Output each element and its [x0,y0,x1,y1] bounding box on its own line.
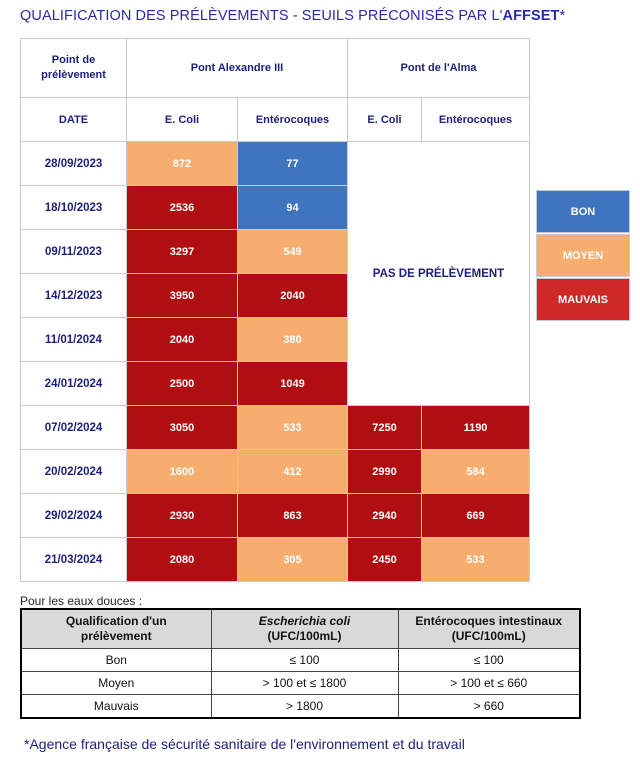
value-cell: 2990 [348,450,422,494]
ecoli-header-alma: E. Coli [348,98,422,142]
no-sample-cell: PAS DE PRÉLÈVEMENT [348,142,530,406]
date-cell: 09/11/2023 [21,230,127,274]
value-cell: 1190 [422,406,530,450]
ecoli-header-alexandre: E. Coli [127,98,238,142]
legend-moyen: MOYEN [536,234,630,277]
date-cell: 29/02/2024 [21,494,127,538]
value-cell: 2930 [127,494,238,538]
date-header: DATE [21,98,127,142]
thresholds-head-ecoli: Escherichia coli (UFC/100mL) [211,609,398,649]
threshold-label: Bon [21,649,211,672]
threshold-entero: ≤ 100 [398,649,580,672]
value-cell: 2040 [238,274,348,318]
date-cell: 11/01/2024 [21,318,127,362]
thresholds-table [20,608,581,719]
qualification-table [20,38,530,582]
value-cell: 584 [422,450,530,494]
value-cell: 872 [127,142,238,186]
date-cell: 24/01/2024 [21,362,127,406]
legend-bon: BON [536,190,630,233]
entero-header-alexandre: Entérocoques [238,98,348,142]
table-row [21,672,580,695]
thresholds-caption: Pour les eaux douces : [20,594,143,608]
threshold-ecoli: ≤ 100 [211,649,398,672]
value-cell: 77 [238,142,348,186]
footnote: *Agence française de sécurité sanitaire de l'environnement et du travail [24,736,465,752]
table-row [21,649,580,672]
date-cell: 28/09/2023 [21,142,127,186]
value-cell: 549 [238,230,348,274]
table-row [21,142,530,186]
value-cell: 7250 [348,406,422,450]
value-cell: 533 [238,406,348,450]
value-cell: 533 [422,538,530,582]
table-row [21,695,580,719]
value-cell: 94 [238,186,348,230]
site-pont-alexandre-header: Pont Alexandre III [127,39,348,98]
date-cell: 21/03/2024 [21,538,127,582]
threshold-ecoli: > 100 et ≤ 1800 [211,672,398,695]
value-cell: 669 [422,494,530,538]
table-row [21,494,530,538]
value-cell: 3297 [127,230,238,274]
date-cell: 14/12/2023 [21,274,127,318]
value-cell: 1600 [127,450,238,494]
value-cell: 2940 [348,494,422,538]
table-row [21,450,530,494]
value-cell: 2536 [127,186,238,230]
threshold-entero: > 660 [398,695,580,719]
table-row [21,406,530,450]
value-cell: 305 [238,538,348,582]
table-row [21,538,530,582]
date-cell: 20/02/2024 [21,450,127,494]
value-cell: 863 [238,494,348,538]
date-cell: 07/02/2024 [21,406,127,450]
value-cell: 2500 [127,362,238,406]
date-cell: 18/10/2023 [21,186,127,230]
value-cell: 1049 [238,362,348,406]
value-cell: 2040 [127,318,238,362]
value-cell: 2450 [348,538,422,582]
value-cell: 412 [238,450,348,494]
entero-header-alma: Entérocoques [422,98,530,142]
affset-brand: AFFSET [502,8,560,24]
site-pont-alma-header: Pont de l'Alma [348,39,530,98]
thresholds-head-entero: Entérocoques intestinaux (UFC/100mL) [398,609,580,649]
page-title: QUALIFICATION DES PRÉLÈVEMENTS - SEUILS PRÉCONISÉS PAR L'AFFSET* [20,8,566,24]
threshold-ecoli: > 1800 [211,695,398,719]
value-cell: 3950 [127,274,238,318]
corner-header: Point de prélèvement [21,39,127,98]
threshold-label: Moyen [21,672,211,695]
threshold-label: Mauvais [21,695,211,719]
value-cell: 2080 [127,538,238,582]
legend-mauvais: MAUVAIS [536,278,630,321]
thresholds-head-qualification: Qualification d'un prélèvement [21,609,211,649]
threshold-entero: > 100 et ≤ 660 [398,672,580,695]
value-cell: 380 [238,318,348,362]
value-cell: 3050 [127,406,238,450]
